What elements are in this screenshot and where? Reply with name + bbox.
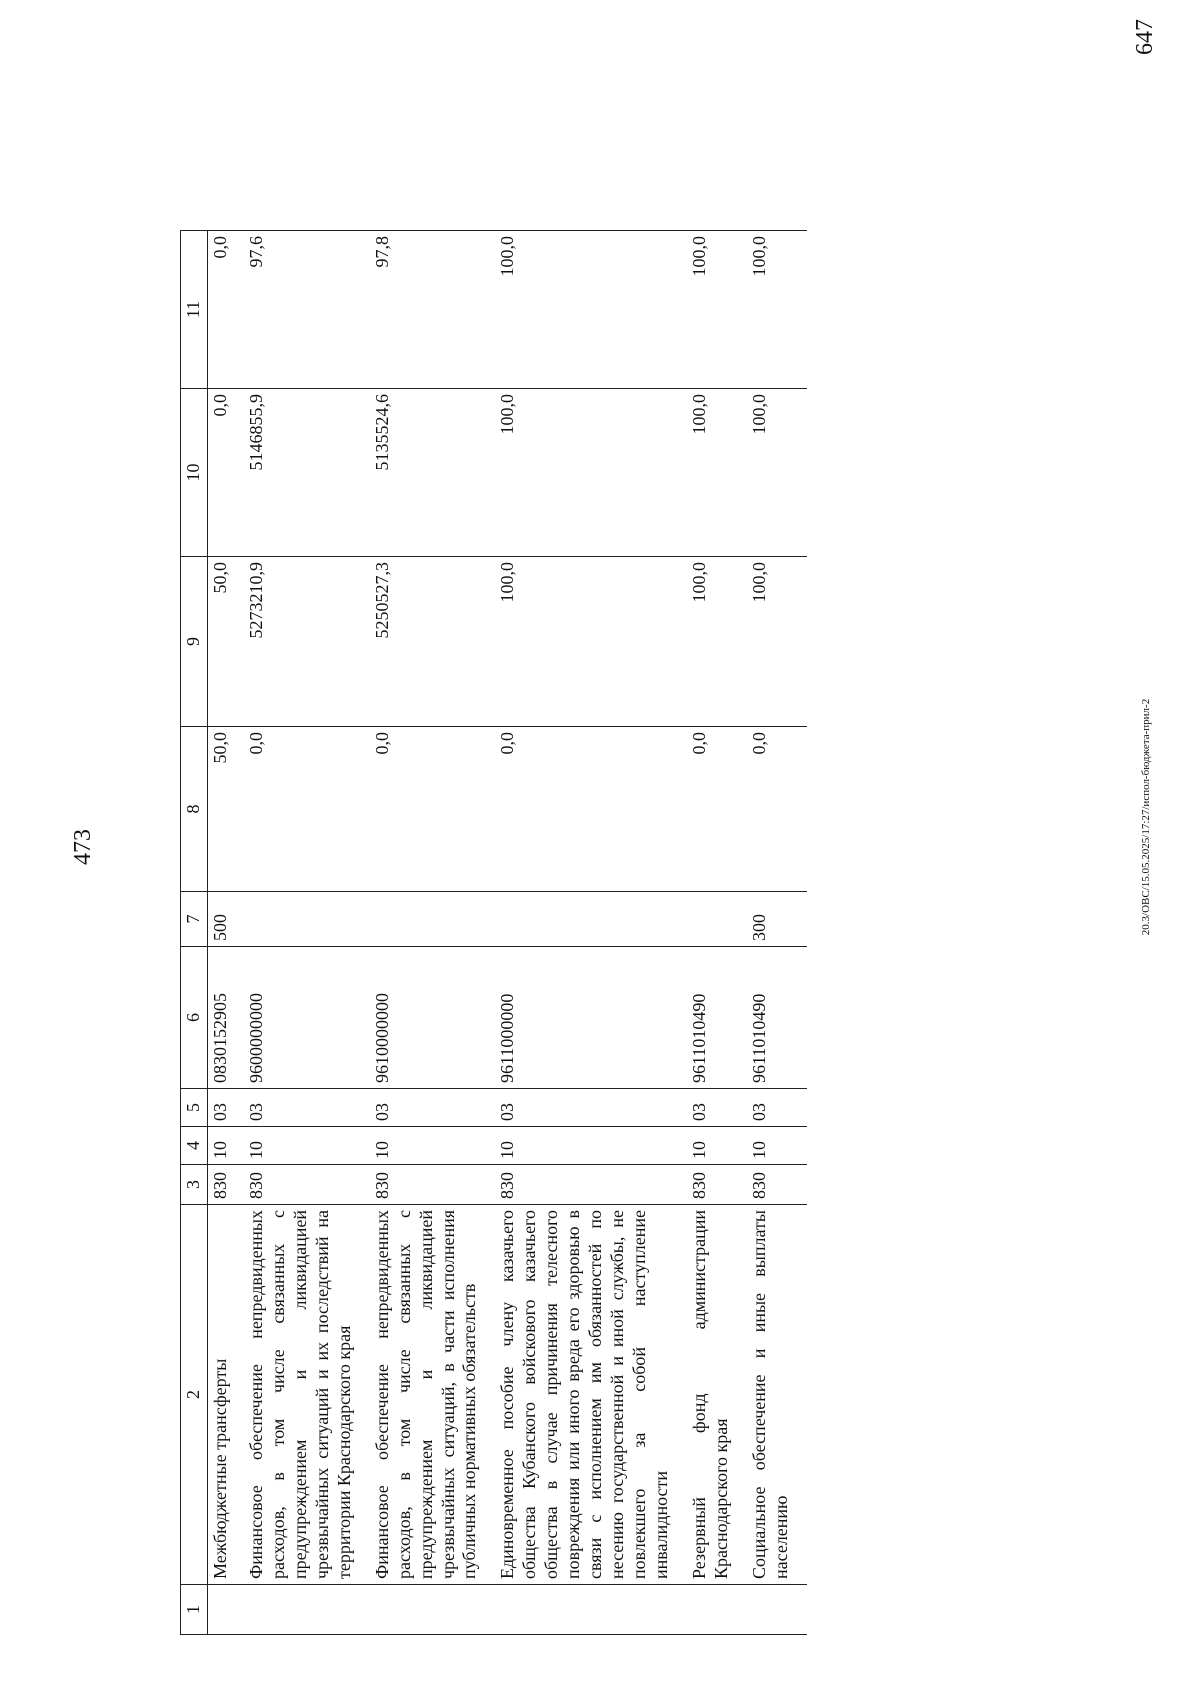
- vr-cell: [370, 892, 496, 947]
- col11-cell: 97,8: [370, 231, 496, 389]
- column-number: 9: [181, 557, 208, 727]
- col11-cell: 100,0: [687, 231, 747, 389]
- column-number-row: [181, 231, 208, 1635]
- pr-cell: 03: [207, 1089, 243, 1127]
- row-name-cell: Финансовое обеспечение непредвиденных расходов, в том числе связанных с предупреждением и ликвидацией чрезвычайных ситуаций, в части исполнения публичных нормативных обязательств: [370, 1205, 496, 1585]
- csr-cell: 9600000000: [244, 947, 370, 1089]
- col10-cell: 100,0: [747, 389, 807, 557]
- rz-cell: 10: [747, 1127, 807, 1165]
- col8-cell: 0,0: [244, 727, 370, 892]
- ved-cell: 830: [495, 1165, 687, 1205]
- vr-cell: [687, 892, 747, 947]
- row-number-cell: [747, 1585, 807, 1635]
- table-row: [207, 231, 243, 1635]
- col10-cell: 100,0: [495, 389, 687, 557]
- rz-cell: 10: [244, 1127, 370, 1165]
- pr-cell: 03: [747, 1089, 807, 1127]
- csr-cell: 0830152905: [207, 947, 243, 1089]
- row-number-cell: [244, 1585, 370, 1635]
- row-number-cell: [207, 1585, 243, 1635]
- pr-cell: 03: [687, 1089, 747, 1127]
- col10-cell: 100,0: [687, 389, 747, 557]
- row-number-cell: [687, 1585, 747, 1635]
- col11-cell: 100,0: [495, 231, 687, 389]
- column-number: 8: [181, 727, 208, 892]
- column-number: 4: [181, 1127, 208, 1165]
- csr-cell: 9611010490: [687, 947, 747, 1089]
- col8-cell: 0,0: [747, 727, 807, 892]
- row-name-cell: Финансовое обеспечение непредвиденных расходов, в том числе связанных с предупреждением и ликвидацией чрезвычайных ситуаций и их последствий на территории Краснодарского края: [244, 1205, 370, 1585]
- csr-cell: 9611000000: [495, 947, 687, 1089]
- row-number-cell: [495, 1585, 687, 1635]
- ved-cell: 830: [370, 1165, 496, 1205]
- vr-cell: 500: [207, 892, 243, 947]
- col9-cell: 100,0: [495, 557, 687, 727]
- document-code: 20.3/ОВС/15.05.2025/17:27/испол-бюджета-прил-2: [1140, 698, 1152, 936]
- pr-cell: 03: [244, 1089, 370, 1127]
- vr-cell: [244, 892, 370, 947]
- rz-cell: 10: [370, 1127, 496, 1165]
- rz-cell: 10: [207, 1127, 243, 1165]
- column-number: 5: [181, 1089, 208, 1127]
- page-number: 473: [70, 829, 96, 865]
- pr-cell: 03: [370, 1089, 496, 1127]
- ved-cell: 830: [747, 1165, 807, 1205]
- col9-cell: 100,0: [687, 557, 747, 727]
- column-number: 3: [181, 1165, 208, 1205]
- row-name-cell: Резервный фонд администрации Краснодарского края: [687, 1205, 747, 1585]
- ved-cell: 830: [244, 1165, 370, 1205]
- column-number: 2: [181, 1205, 208, 1585]
- table-row: [244, 231, 370, 1635]
- col8-cell: 50,0: [207, 727, 243, 892]
- column-number: 10: [181, 389, 208, 557]
- ved-cell: 830: [207, 1165, 243, 1205]
- col8-cell: 0,0: [370, 727, 496, 892]
- row-name-cell: Межбюджетные трансферты: [207, 1205, 243, 1585]
- row-name-cell: Социальное обеспечение и иные выплаты населению: [747, 1205, 807, 1585]
- row-name-cell: Единовременное пособие члену казачьего общества Кубанского войскового казачьего общества в случае причинения телесного повреждения или иного вреда его здоровью в связи с исполнением им обязанностей по несению государственной и иной службы, не повлекшего за собой наступление инвалидности: [495, 1205, 687, 1585]
- row-number-cell: [370, 1585, 496, 1635]
- col10-cell: 5135524,6: [370, 389, 496, 557]
- col11-cell: 100,0: [747, 231, 807, 389]
- col11-cell: 0,0: [207, 231, 243, 389]
- pr-cell: 03: [495, 1089, 687, 1127]
- col10-cell: 0,0: [207, 389, 243, 557]
- column-number: 6: [181, 947, 208, 1089]
- budget-table: [180, 230, 807, 1635]
- column-number: 11: [181, 231, 208, 389]
- col10-cell: 5146855,9: [244, 389, 370, 557]
- column-number: 7: [181, 892, 208, 947]
- column-number: 1: [181, 1585, 208, 1635]
- col8-cell: 0,0: [495, 727, 687, 892]
- col9-cell: 100,0: [747, 557, 807, 727]
- ved-cell: 830: [687, 1165, 747, 1205]
- vr-cell: [495, 892, 687, 947]
- table-row: [370, 231, 496, 1635]
- rz-cell: 10: [495, 1127, 687, 1165]
- vr-cell: 300: [747, 892, 807, 947]
- table-row: [687, 231, 747, 1635]
- col8-cell: 0,0: [687, 727, 747, 892]
- sheet-number: 647: [1132, 19, 1158, 55]
- col9-cell: 50,0: [207, 557, 243, 727]
- col11-cell: 97,6: [244, 231, 370, 389]
- col9-cell: 5250527,3: [370, 557, 496, 727]
- csr-cell: 9610000000: [370, 947, 496, 1089]
- table-row: [747, 231, 807, 1635]
- table-row: [495, 231, 687, 1635]
- csr-cell: 9611010490: [747, 947, 807, 1089]
- rz-cell: 10: [687, 1127, 747, 1165]
- col9-cell: 5273210,9: [244, 557, 370, 727]
